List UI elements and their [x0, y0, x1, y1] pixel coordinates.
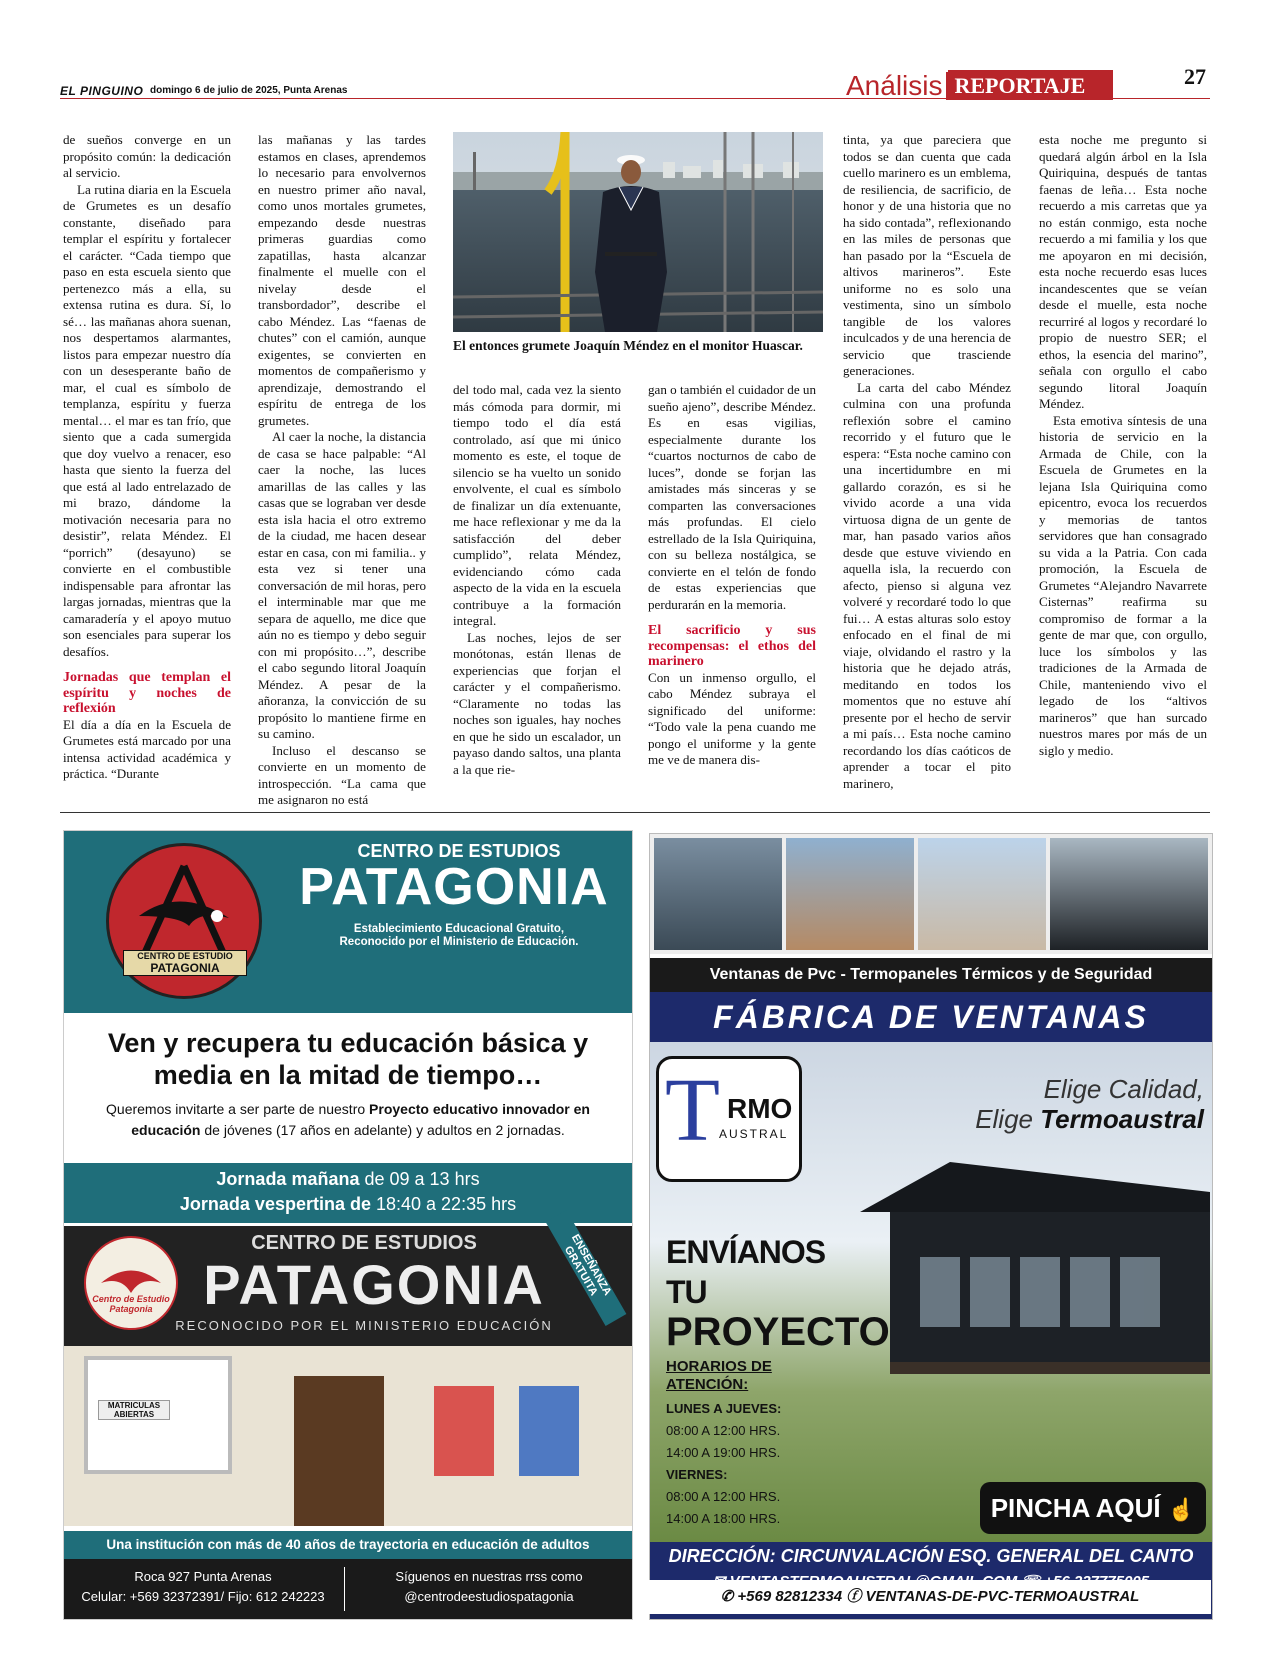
- whatsapp-icon: ✆: [720, 1588, 734, 1605]
- article-paragraph: las mañanas y las tardes estamos en clases, aprendemos lo necesario para envolvernos en nuestro primer año naval, como unos mortales grumetes, empezando desde nuestras primeras guardias como zapatillas, hasta alcanzar finalmente el muelle con el nivelay desde el transbordador”, describe el cabo Méndez. Las “faenas de chutes” con el camión, aunque exigentes, se convierten en momentos de compañerismo y aprendizaje, demostrando el espíritu de entrega de los grumetes.: [258, 132, 426, 428]
- invite-bold: Proyecto educativo innovador en educación: [131, 1101, 590, 1138]
- ad-name: PATAGONIA: [299, 858, 609, 916]
- article-subhead: Jornadas que templan el espíritu y noches de reflexión: [63, 670, 231, 716]
- article-column-3: [453, 382, 621, 778]
- ad-address: Roca 927 Punta Arenas: [134, 1569, 272, 1584]
- ad-headline: [64, 1027, 632, 1091]
- article-paragraph: tinta, ya que pareciera que todos se dan cuenta que cada cuello marinero es un emblema, de resiliencia, de sacrificio, de honor y de una historia que no ha sido contada”, reflexionando en las miles de personas que han pasado por la “Escuela de altivos marineros”. Este uniforme no es solo una vestimenta, sino un símbolo tangible de los valores inculcados y de una herencia de servicio que trasciende generaciones.: [843, 132, 1011, 378]
- article-paragraph: La carta del cabo Méndez culmina con una profunda reflexión sobre el camino recorrido y el futuro que le espera: “Esta noche camino con una incertidumbre en mi gallardo corazón, es si he vivido acorde a una vida virtuosa digna de un gente de mar, han pasado varios años desde que estuve viviendo en aquella isla, la recuerdo con afecto, pienso si alguna vez volveré y recordaré todo lo que fui… A estas alturas solo estoy enfocado en el final de mi viaje, olvidando el rastro y la historia que he dejado atrás, meditando en todos los momentos que no estuve ahí presente por el hecho de servir a mi país… Esta noche camino recordando los días caóticos de aprender a tocar el pito marinero,: [843, 379, 1011, 791]
- ad-hours: [666, 1358, 816, 1530]
- article-column-4: [648, 382, 816, 769]
- tagline-line-1: Elige Calidad,: [1043, 1074, 1204, 1104]
- window-sign-1: MATRICULAS: [107, 1401, 161, 1410]
- cta-line-1: ENVÍANOS TU: [666, 1234, 826, 1310]
- sign-badge: ENSEÑANZA GRATUITA: [546, 1210, 627, 1326]
- termo-facebook[interactable]: VENTANAS-DE-PVC-TERMOAUSTRAL: [865, 1588, 1140, 1605]
- schedule-evening-label: Jornada vespertina de: [179, 1194, 371, 1214]
- ad-landscape: [650, 1042, 1212, 1542]
- hours-days-1: LUNES A JUEVES:: [666, 1401, 782, 1416]
- article-paragraph: La rutina diaria en la Escuela de Grumetes es un desafío constante, diseñado para templar el espíritu y fortalecer el carácter. “Cada tiempo que paso en esta escuela siento que pertenezco más a ella, su extensa rutina es dura. Sí, lo sé… las mañanas ahora suenan, nos despertamos alarmantes, listos para empezar nuestro día con un desesperante baño de mar, el cual es símbolo de templanza, espíritu y fuerza mental… el mar es tan frío, que siento que a cada sumergida que doy vuelvo a renacer, eso hasta que siento la fuerza del que está al lado entrelazado de mi brazo, dándome la motivación necesaria para no desistir”, relata Méndez. El “porrich” (desayuno) se convierte en el combustible indispensable para afrontar las largas jornadas, mientras que la camaradería y el apoyo mutuo son esenciales para superar los desafíos.: [63, 181, 231, 659]
- ad-kicker: CENTRO DE ESTUDIOS: [357, 841, 561, 861]
- termo-logo: [656, 1056, 802, 1182]
- ad-subtitle: [294, 923, 624, 949]
- ads-separator: [60, 812, 1210, 813]
- issue-date: domingo 6 de julio de 2025, Punta Arenas: [150, 85, 348, 96]
- ad-subtitle-line-1: Establecimiento Educacional Gratuito,: [353, 923, 565, 935]
- hours-1: 08:00 A 12:00 HRS.: [666, 1423, 781, 1438]
- article-paragraph: gan o también el cuidador de un sueño ajeno”, describe Méndez. Es en esas vigilias, especialmente durante los “cuartos nocturnos de cabo de luces”, donde se forjan las amistades más sinceras y se comparten las conversaciones más profundas. El cielo estrellado de la Isla Quiriquina, con su belleza nostálgica, se convierte en el telón de fondo de estas experiencias que perdurarán en la memoria.: [648, 382, 816, 612]
- ad-social-label: Síguenos en nuestras rrss como: [395, 1569, 583, 1584]
- ad-social-handle[interactable]: @centrodeestudiospatagonia: [404, 1589, 574, 1604]
- ad-phone[interactable]: Celular: +569 32372391/ Fijo: 612 242223: [81, 1589, 325, 1604]
- hand-pointer-icon: ☝: [1167, 1497, 1196, 1522]
- ad-centro-estudios-patagonia[interactable]: [63, 830, 633, 1620]
- sign-logo-text-2: Patagonia: [109, 1304, 153, 1314]
- article-paragraph: Esta emotiva síntesis de una historia de servicio en la Armada de Chile, con la Escuela de Grumetes en la lejana Isla Quiriquina como epicentro, evoca los recuerdos y memorias de tantos servidores que han consagrado su vida a la Patria. Con cada promoción, la Escuela de Grumetes “Alejandro Navarrete Cisternas” reafirma su compromiso de formar a la gente de mar que, con orgullo, luce los símbolos y las tradiciones de la Armada de Chile, manteniendo vivo el legado de los “altivos marineros” que han surcado nuestros mares por más de un siglo y medio.: [1039, 412, 1207, 758]
- sign-name: PATAGONIA: [203, 1253, 545, 1316]
- section-label: [846, 68, 1113, 100]
- ad-invite: [84, 1099, 612, 1141]
- article-column-6: [1039, 132, 1207, 759]
- sign-subtitle: RECONOCIDO POR EL MINISTERIO EDUCACIÓN: [175, 1318, 553, 1333]
- article-paragraph: El día a día en la Escuela de Grumetes está marcado por una intensa actividad académica y práctica. “Durante: [63, 716, 231, 781]
- article-paragraph: Al caer la noche, la distancia de casa se hace palpable: “Al caer la noche, las luces amarillas de las calles y las casas que se lograban ver desde esta isla hacia el otro extremo de la ciudad, me hacen desear estar en casa, con mi familia.. y esta vez si tener una conversación de mil horas, pero el interminable mar que me separa de aquello, me dice que aún no es tiempo y debo seguir con mi propósito…”, describe el cabo segundo litoral Joaquín Méndez. A pesar de la añoranza, la convicción de su propósito lo mantiene firme en su camino.: [258, 429, 426, 741]
- ad-title: FÁBRICA DE VENTANAS: [650, 992, 1212, 1042]
- facebook-icon: ⓕ: [846, 1588, 862, 1605]
- ad-headline-line-2: media en la mitad de tiempo…: [153, 1060, 543, 1090]
- article-column-1: [63, 132, 231, 783]
- sign-logo-text-1: Centro de Estudio: [92, 1294, 170, 1304]
- ad-cta-project: [666, 1232, 890, 1354]
- logo-rmo: RMO: [727, 1093, 793, 1124]
- page-number: 27: [1184, 64, 1206, 89]
- article-paragraph: del todo mal, cada vez la siento más cómoda para dormir, mi tiempo todo el día está controlado, así que mi único momento es este, el toque de silencio se ha vuelto un sonido envolvente, el cual es símbolo de finalizar un día extenuante, me hace reflexionar y me da la satisfacción del deber cumplido”, relata Méndez, evidenciando cómo cada aspecto de la vida en la escuela contribuye a la formación integral.: [453, 382, 621, 628]
- article-paragraph: Con un inmenso orgullo, el cabo Méndez subraya el significado del uniforme: “Todo vale la pena cuando me pongo el uniforme y la gente me ve de manera dis-: [648, 669, 816, 767]
- logo-text-2: PATAGONIA: [150, 961, 220, 975]
- schedule-morning-label: Jornada mañana: [216, 1169, 360, 1189]
- invite-text: Queremos invitarte a ser parte de nuestro: [106, 1101, 370, 1117]
- ad-contact-bar: [64, 1559, 632, 1619]
- article-column-5: [843, 132, 1011, 792]
- ad-band: Ventanas de Pvc - Termopaneles Térmicos y de Seguridad: [650, 958, 1212, 992]
- article-subhead: El sacrificio y sus recompensas: el ethos del marinero: [648, 623, 816, 669]
- logo-text-1: CENTRO DE ESTUDIO: [137, 951, 233, 961]
- patagonia-logo: [106, 843, 262, 999]
- ad-schedule: [64, 1163, 632, 1223]
- photo-cabin: [1050, 838, 1208, 950]
- invite-text-end: de jóvenes (17 años en adelante) y adultos en 2 jornadas.: [200, 1122, 565, 1138]
- hours-title: HORARIOS DE ATENCIÓN:: [666, 1358, 772, 1393]
- tagline-brand: Termoaustral: [1040, 1104, 1204, 1134]
- window-sign-2: ABIERTAS: [113, 1410, 155, 1419]
- ad-subtitle-line-2: Reconocido por el Ministerio de Educación.: [339, 936, 579, 948]
- logo-t: T: [665, 1061, 720, 1160]
- section-analisis: Análisis: [846, 72, 948, 100]
- sign-kicker: CENTRO DE ESTUDIOS: [251, 1232, 477, 1254]
- hours-days-2: VIERNES:: [666, 1467, 728, 1482]
- logo-austral: AUSTRAL: [719, 1127, 789, 1141]
- photo-building: [918, 838, 1046, 950]
- schedule-morning-time: de 09 a 13 hrs: [359, 1169, 480, 1189]
- photo-window-view: [786, 838, 914, 950]
- ad-footer-band: Una institución con más de 40 años de trayectoria en educación de adultos: [64, 1531, 632, 1559]
- article-paragraph: esta noche me pregunto si quedará algún árbol en la Isla Quiriquina, después de tantas faenas de leña… Esta noche recuerdo a mis carretas que ya no están conmigo, esta noche recuerdo a mi familia y los que me apoyaron en mi decisión, esta noche recuerdo esas luces incandescentes que se veían desde el muelle, esta noche recurriré al logos y recordaré lo propio de nuestro SER; el ethos, la esencia del marino”, señala con orgullo el cabo segundo litoral Joaquín Méndez.: [1039, 132, 1207, 411]
- eagle-icon: [86, 1238, 176, 1328]
- article-paragraph: de sueños converge en un propósito común: la dedicación al servicio.: [63, 132, 231, 180]
- storefront-door: [294, 1376, 384, 1526]
- storefront-photo: [64, 1226, 632, 1526]
- newspaper-brand: EL PINGUINO: [60, 84, 144, 98]
- click-here-label: PINCHA AQUÍ: [990, 1493, 1161, 1523]
- hours-2: 14:00 A 19:00 HRS.: [666, 1445, 781, 1460]
- schedule-evening-time: 18:40 a 22:35 hrs: [370, 1194, 517, 1214]
- ad-termo-social: [649, 1580, 1211, 1614]
- photo-grumete-huascar: [453, 132, 823, 332]
- termo-address: DIRECCIÓN: CIRCUNVALACIÓN ESQ. GENERAL DEL CANTO: [668, 1546, 1194, 1566]
- ad-tagline: [886, 1074, 1204, 1134]
- hours-4: 14:00 A 18:00 HRS.: [666, 1511, 781, 1526]
- ad-photo-strip: [650, 834, 1212, 954]
- tagline-prefix: Elige: [975, 1104, 1041, 1134]
- section-reportaje: REPORTAJE: [948, 70, 1113, 100]
- photo-installation: [654, 838, 782, 950]
- sign-logo: [84, 1236, 178, 1330]
- cta-line-2: PROYECTO: [666, 1310, 890, 1354]
- termo-whatsapp[interactable]: +569 82812334: [737, 1588, 843, 1605]
- article-column-2: [258, 132, 426, 809]
- hours-3: 08:00 A 12:00 HRS.: [666, 1489, 781, 1504]
- logo-caption: [123, 950, 247, 976]
- article-paragraph: Las noches, lejos de ser monótonas, están llenas de experiencias que forjan el carácter y el compañerismo. “Claramente no todas las noches son iguales, hay noches en que he sido un escalador, un payaso dando saltos, una planta a la que rie-: [453, 629, 621, 777]
- ad-headline-line-1: Ven y recupera tu educación básica y: [107, 1028, 589, 1058]
- article-photo: [453, 132, 823, 332]
- photo-caption: El entonces grumete Joaquín Méndez en el monitor Huascar.: [453, 338, 803, 353]
- ad-termoaustral[interactable]: [649, 833, 1213, 1620]
- click-here-button[interactable]: [980, 1482, 1206, 1534]
- article-paragraph: Incluso el descanso se convierte en un momento de introspección. “La cama que me asignaron no está: [258, 742, 426, 807]
- storefront-window: [84, 1356, 232, 1474]
